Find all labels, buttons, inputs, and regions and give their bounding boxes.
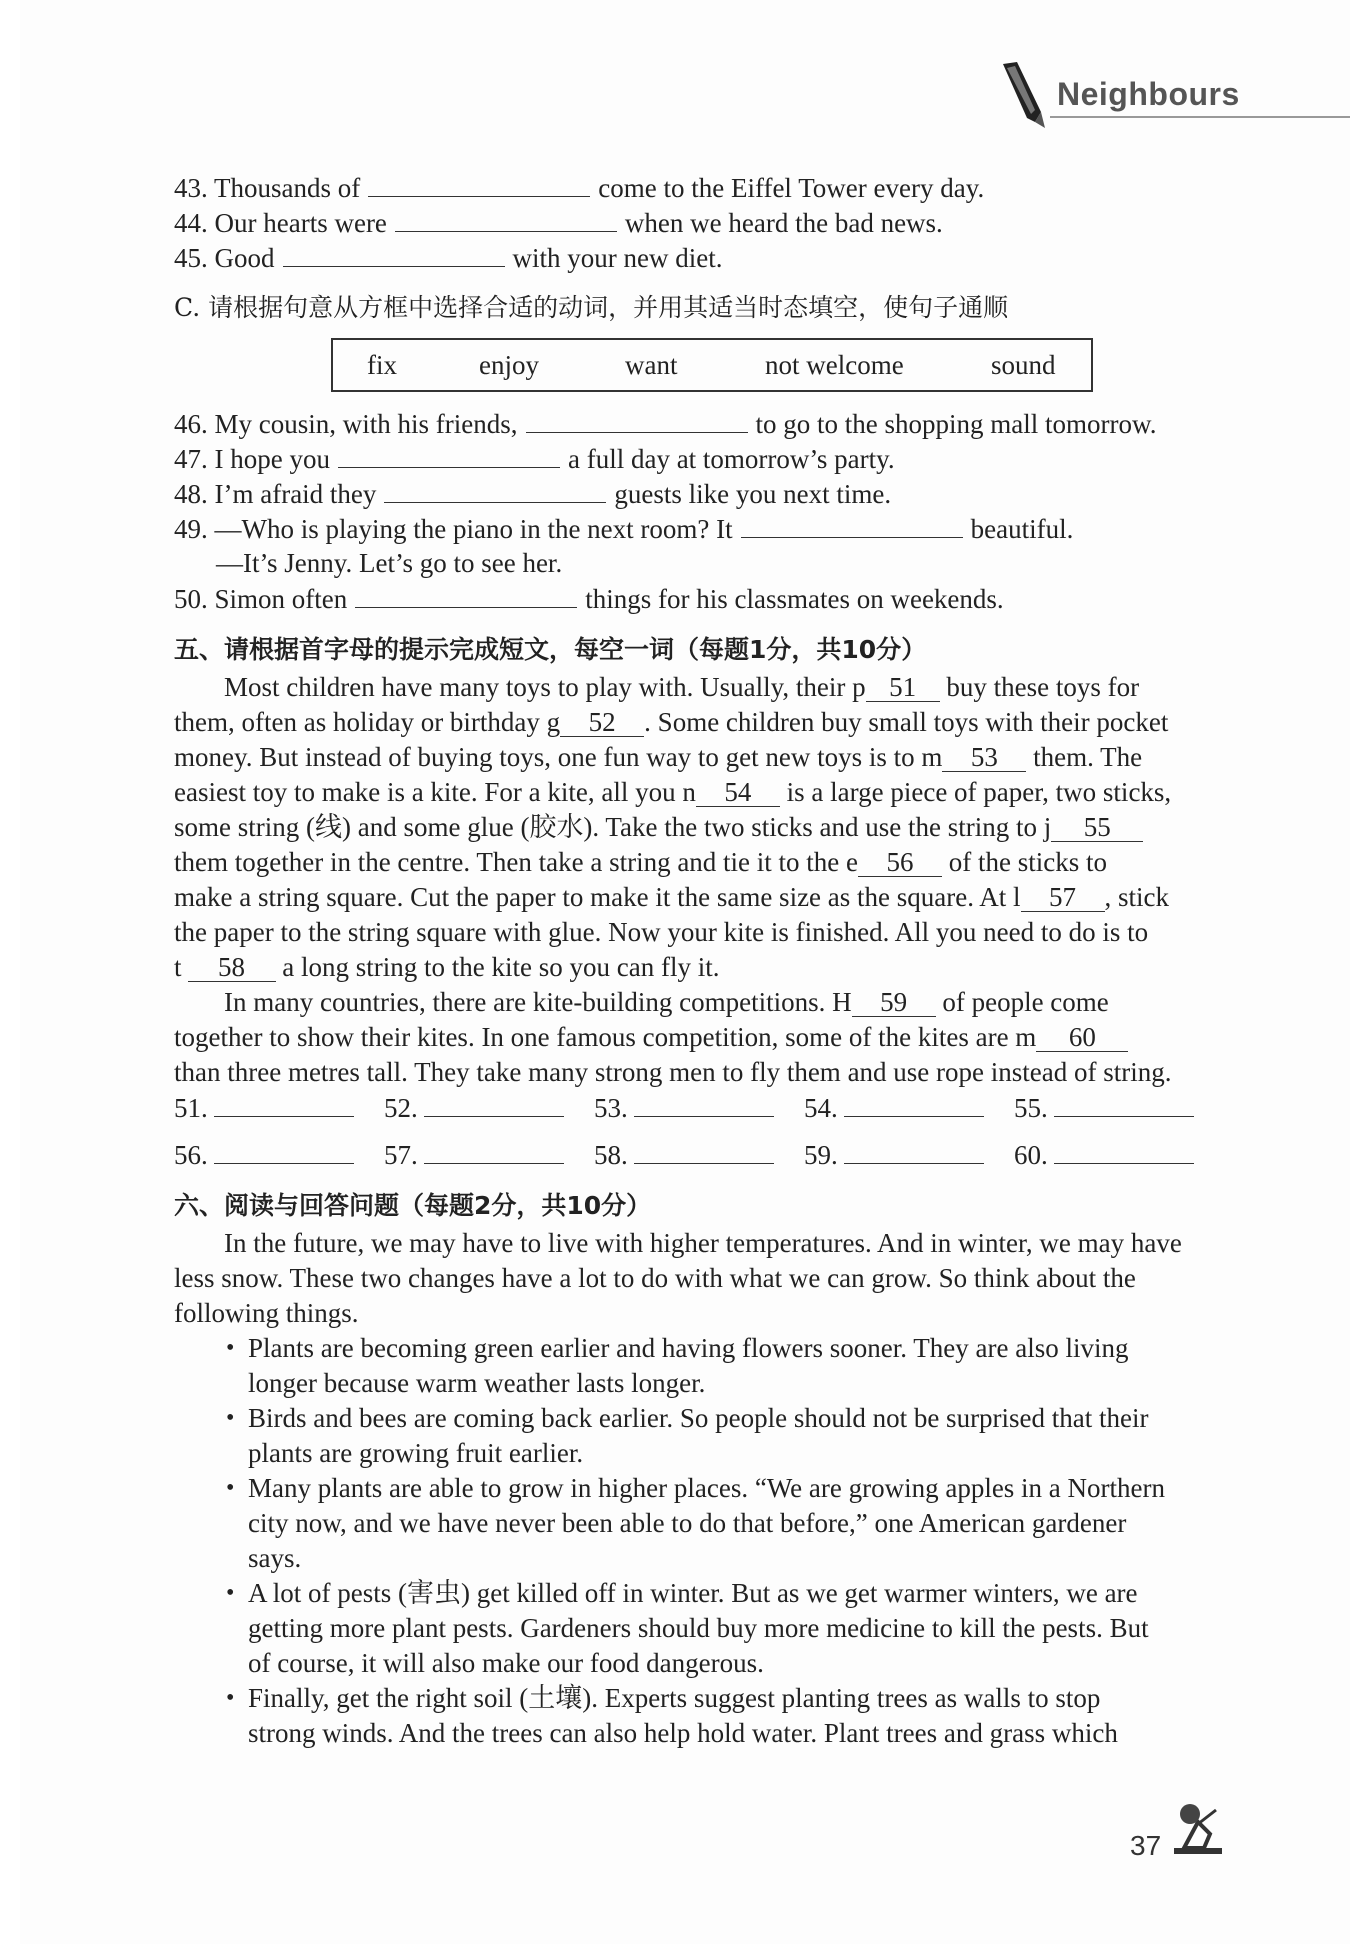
word-option: sound bbox=[991, 350, 1056, 380]
header-rule bbox=[1050, 116, 1350, 118]
passage-line: In many countries, there are kite-building competitions. H 59 of people come bbox=[224, 987, 1109, 1017]
numbered-blank[interactable]: 59 bbox=[852, 988, 936, 1017]
answer-blank[interactable] bbox=[844, 1139, 984, 1164]
answer-blank[interactable] bbox=[424, 1139, 564, 1164]
bullet-icon: • bbox=[226, 1580, 235, 1606]
answer-blank[interactable] bbox=[355, 581, 577, 608]
bullet-item: • Plants are becoming green earlier and having flowers sooner. They are also living longer because warm weather lasts longer. bbox=[226, 1333, 1129, 1398]
bullet-icon: • bbox=[226, 1475, 235, 1501]
question-44: 44. Our hearts were when we heard the bad news. bbox=[174, 205, 943, 240]
word-option: enjoy bbox=[479, 350, 539, 380]
answer-blank[interactable] bbox=[395, 205, 617, 232]
passage-line: make a string square. Cut the paper to make it the same size as the square. At l 57 , stick bbox=[174, 882, 1169, 912]
question-48: 48. I’m afraid they guests like you next time. bbox=[174, 476, 891, 511]
answer-row: 55. bbox=[1014, 1092, 1194, 1124]
passage-line: some string (线) and some glue (胶水). Take the two sticks and use the string to j 55 bbox=[174, 810, 1143, 844]
passage-line: them together in the centre. Then take a string and tie it to the e 56 of the sticks to bbox=[174, 847, 1108, 877]
bullet-item: • Birds and bees are coming back earlier. So people should not be surprised that their plants are growing fruit earlier. bbox=[226, 1403, 1149, 1468]
question-49: 49. —Who is playing the piano in the next room? It beautiful. bbox=[174, 511, 1073, 546]
numbered-blank[interactable]: 58 bbox=[188, 953, 276, 982]
section-5-heading: 五、请根据首字母的提示完成短文，每空一词（每题1分，共10分） bbox=[174, 635, 927, 664]
bullet-icon: • bbox=[226, 1685, 235, 1711]
question-50: 50. Simon often things for his classmates on weekends. bbox=[174, 581, 1004, 616]
passage-line: together to show their kites. In one famous competition, some of the kites are m 60 bbox=[174, 1020, 1128, 1054]
word-option: want bbox=[625, 350, 678, 380]
bullet-item: • A lot of pests (害虫) get killed off in winter. But as we get warmer winters, we are getting more plant pests. Gardeners should buy more medicine to kill the pests. But of course, it will also make our food dangerous. bbox=[226, 1578, 1149, 1678]
numbered-blank[interactable]: 55 bbox=[1051, 813, 1143, 842]
bullet-item: • Many plants are able to grow in higher places. “We are growing apples in a Northern city now, and we have never been able to do that before,” one American gardener says. bbox=[226, 1473, 1166, 1573]
passage-line: than three metres tall. They take many strong men to fly them and use rope instead of string. bbox=[174, 1057, 1172, 1087]
answer-row: 57. bbox=[384, 1139, 564, 1171]
answer-blank[interactable] bbox=[1054, 1139, 1194, 1164]
answer-blank[interactable] bbox=[214, 1092, 354, 1117]
answer-row: 56. bbox=[174, 1139, 354, 1171]
answer-row: 52. bbox=[384, 1092, 564, 1124]
reading-intro: following things. bbox=[174, 1298, 359, 1328]
lamp-icon bbox=[1168, 1800, 1228, 1860]
section-6-heading: 六、阅读与回答问题（每题2分，共10分） bbox=[174, 1191, 652, 1220]
answer-blank[interactable] bbox=[214, 1139, 354, 1164]
numbered-blank[interactable]: 53 bbox=[942, 743, 1026, 772]
reading-intro: In the future, we may have to live with higher temperatures. And in winter, we may have bbox=[224, 1228, 1182, 1258]
numbered-blank[interactable]: 51 bbox=[866, 673, 940, 702]
page-number: 37 bbox=[1130, 1830, 1162, 1861]
question-43: 43. Thousands of come to the Eiffel Tower every day. bbox=[174, 170, 984, 205]
passage-line: them, often as holiday or birthday g 52 . Some children buy small toys with their pocket bbox=[174, 707, 1169, 737]
answer-blank[interactable] bbox=[844, 1092, 984, 1117]
reading-intro: less snow. These two changes have a lot to do with what we can grow. So think about the bbox=[174, 1263, 1136, 1293]
answer-row: 60. bbox=[1014, 1139, 1194, 1171]
unit-title: Neighbours bbox=[1057, 76, 1240, 112]
question-46: 46. My cousin, with his friends, to go to the shopping mall tomorrow. bbox=[174, 406, 1156, 441]
answer-blank[interactable] bbox=[283, 240, 505, 267]
passage-line: money. But instead of buying toys, one fun way to get new toys is to m 53 them. The bbox=[174, 742, 1143, 772]
answer-blank[interactable] bbox=[741, 511, 963, 538]
answer-row: 59. bbox=[804, 1139, 984, 1171]
word-option: fix bbox=[367, 350, 397, 380]
word-option: not welcome bbox=[765, 350, 904, 380]
answer-blank[interactable] bbox=[384, 476, 606, 503]
passage-line: t 58 a long string to the kite so you can fly it. bbox=[174, 952, 720, 982]
numbered-blank[interactable]: 56 bbox=[858, 848, 942, 877]
bullet-item: • Finally, get the right soil (土壤). Experts suggest planting trees as walls to stop strong winds. And the trees can also help hold water. Plant trees and grass which bbox=[226, 1683, 1118, 1748]
numbered-blank[interactable]: 57 bbox=[1021, 883, 1105, 912]
answer-blank[interactable] bbox=[526, 406, 748, 433]
answer-row: 58. bbox=[594, 1139, 774, 1171]
answer-blank[interactable] bbox=[1054, 1092, 1194, 1117]
passage-line: the paper to the string square with glue. Now your kite is finished. All you need to do is to bbox=[174, 917, 1149, 947]
numbered-blank[interactable]: 52 bbox=[560, 708, 644, 737]
passage-line: easiest toy to make is a kite. For a kite, all you n 54 is a large piece of paper, two sticks, bbox=[174, 777, 1172, 807]
word-box bbox=[331, 338, 1093, 392]
answer-blank[interactable] bbox=[424, 1092, 564, 1117]
passage-line: Most children have many toys to play with. Usually, their p 51 buy these toys for bbox=[224, 672, 1140, 702]
pen-icon bbox=[995, 60, 1055, 130]
section-c-instruction: C. 请根据句意从方框中选择合适的动词，并用其适当时态填空，使句子通顺 bbox=[174, 293, 1009, 322]
bullet-icon: • bbox=[226, 1405, 235, 1431]
question-49-reply: —It’s Jenny. Let’s go to see her. bbox=[216, 548, 563, 578]
answer-blank[interactable] bbox=[338, 441, 560, 468]
answer-row: 51. bbox=[174, 1092, 354, 1124]
answer-blank[interactable] bbox=[368, 170, 590, 197]
answer-blank[interactable] bbox=[634, 1092, 774, 1117]
answer-blank[interactable] bbox=[634, 1139, 774, 1164]
question-47: 47. I hope you a full day at tomorrow’s party. bbox=[174, 441, 895, 476]
numbered-blank[interactable]: 54 bbox=[696, 778, 780, 807]
question-45: 45. Good with your new diet. bbox=[174, 240, 722, 275]
numbered-blank[interactable]: 60 bbox=[1036, 1023, 1128, 1052]
page bbox=[20, 0, 1350, 1944]
answer-row: 54. bbox=[804, 1092, 984, 1124]
answer-row: 53. bbox=[594, 1092, 774, 1124]
page-header bbox=[995, 60, 1350, 130]
bullet-icon: • bbox=[226, 1335, 235, 1361]
